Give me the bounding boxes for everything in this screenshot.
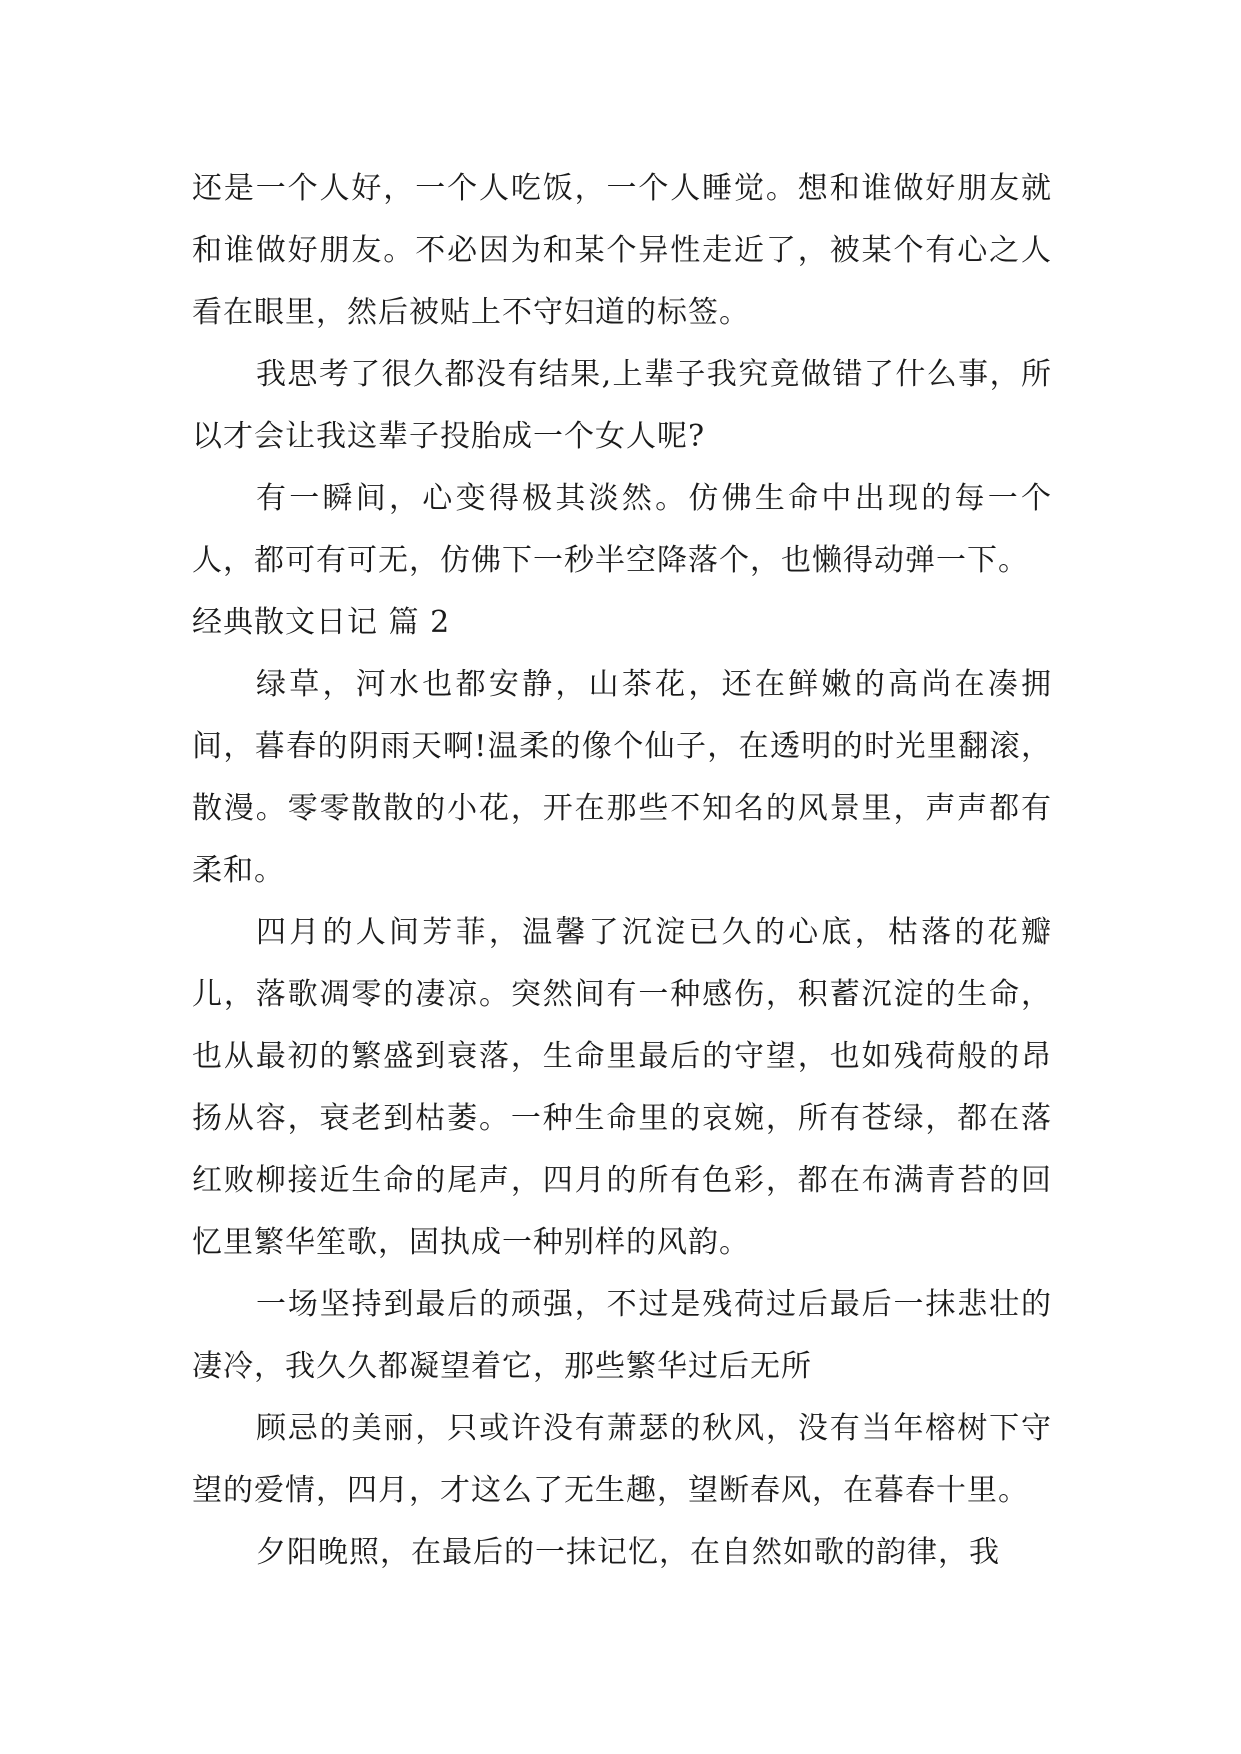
paragraph: 绿草，河水也都安静，山茶花，还在鲜嫩的高尚在凑拥间，暮春的阴雨天啊!温柔的像个仙子，在透明的时光里翻滚，散漫。零零散散的小花，开在那些不知名的风景里，声声都有柔和。 <box>192 667 1052 888</box>
document-body <box>192 158 1052 1584</box>
paragraph: 夕阳晚照，在最后的一抹记忆，在自然如歌的韵律，我 <box>256 1535 1000 1570</box>
paragraph: 一场坚持到最后的顽强，不过是残荷过后最后一抹悲壮的凄冷，我久久都凝望着它，那些繁华过后无所 <box>192 1287 1052 1384</box>
paragraph: 顾忌的美丽，只或许没有萧瑟的秋风，没有当年榕树下守望的爱情，四月，才这么了无生趣，望断春风，在暮春十里。 <box>192 1411 1052 1508</box>
paragraph-continued: 还是一个人好，一个人吃饭，一个人睡觉。想和谁做好朋友就和谁做好朋友。不必因为和某个异性走近了，被某个有心之人看在眼里，然后被贴上不守妇道的标签。 <box>192 171 1052 330</box>
paragraph: 有一瞬间，心变得极其淡然。仿佛生命中出现的每一个人，都可有可无，仿佛下一秒半空降落个，也懒得动弹一下。 <box>192 481 1052 578</box>
section-heading: 经典散文日记 篇 2 <box>192 605 451 640</box>
paragraph: 我思考了很久都没有结果,上辈子我究竟做错了什么事，所以才会让我这辈子投胎成一个女人呢? <box>192 357 1052 454</box>
paragraph: 四月的人间芳菲，温馨了沉淀已久的心底，枯落的花瓣儿，落歌凋零的凄凉。突然间有一种感伤，积蓄沉淀的生命，也从最初的繁盛到衰落，生命里最后的守望，也如残荷般的昂扬从容，衰老到枯萎。一种生命里的哀婉，所有苍绿，都在落红败柳接近生命的尾声，四月的所有色彩，都在布满青苔的回忆里繁华笙歌，固执成一种别样的风韵。 <box>192 915 1052 1260</box>
